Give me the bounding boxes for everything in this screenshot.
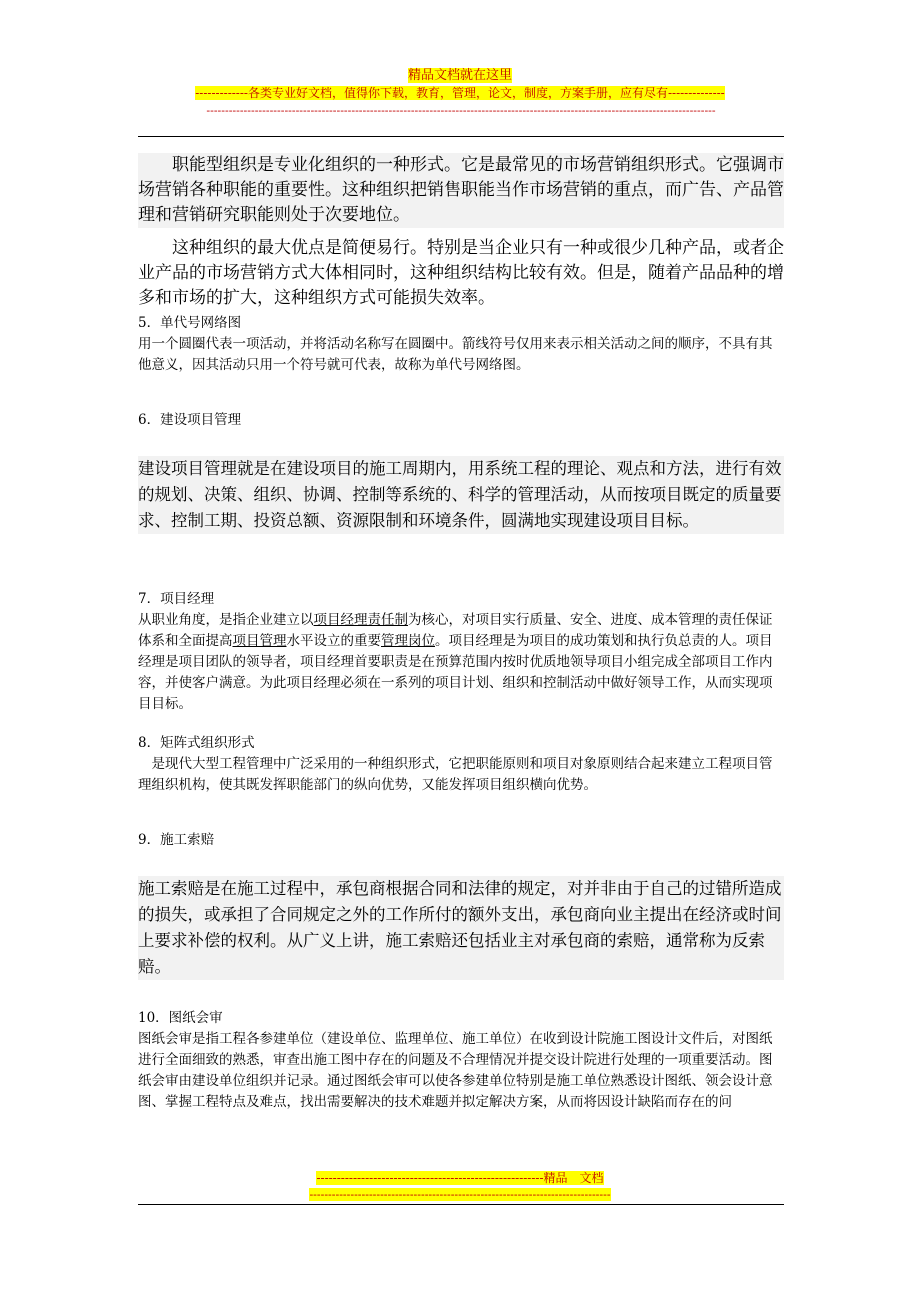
section-5-body: 用一个圆圈代表一项活动，并将活动名称写在圆圈中。箭线符号仅用来表示相关活动之间的顺序，不具有其他意义，因其活动只用一个符号就可代表，故称为单代号网络图。 bbox=[138, 336, 773, 373]
intro-paragraph-2: 这种组织的最大优点是简便易行。特别是当企业只有一种或很少几种产品，或者企业产品的市场营销方式大体相同时，这种组织结构比较有效。但是，随着产品品种的增多和市场的扩大，这种组织方式可能损失效率。 bbox=[138, 238, 784, 308]
footer-rule bbox=[138, 1204, 784, 1205]
section-5-heading: 5．单代号网络图 bbox=[138, 315, 242, 331]
section-8-body: 是现代大型工程管理中广泛采用的一种组织形式，它把职能原则和项目对象原则结合起来建立工程项目管理组织机构，使其既发挥职能部门的纵向优势，又能发挥项目组织横向优势。 bbox=[138, 756, 773, 793]
section-6-heading: 6．建设项目管理 bbox=[138, 412, 242, 428]
section-9 bbox=[138, 830, 784, 851]
header-tagline: -------------各类专业好文档，值得你下载，教育，管理，论文，制度，方案手册，应有尽有-------------- bbox=[195, 86, 725, 100]
header-rule bbox=[138, 136, 784, 137]
section-10-heading: 10．图纸会审 bbox=[138, 1010, 223, 1026]
intro-block bbox=[138, 153, 784, 228]
section-7 bbox=[138, 589, 784, 715]
pm-responsibility-link[interactable]: 项目经理责任制 bbox=[313, 612, 408, 628]
management-position-link[interactable]: 管理岗位 bbox=[381, 633, 435, 649]
intro-paragraph-1: 职能型组织是专业化组织的一种形式。它是最常见的市场营销组织形式。它强调市场营销各种职能的重要性。这种组织把销售职能当作市场营销的重点，而广告、产品管理和营销研究职能则处于次要地位。 bbox=[138, 155, 784, 225]
section-8 bbox=[138, 733, 784, 796]
section-9-body: 施工索赔是在施工过程中，承包商根据合同和法律的规定，对并非由于自己的过错所造成的损失，或承担了合同规定之外的工作所付的额外支出，承包商向业主提出在经济或时间上要求补偿的权利。从广义上讲，施工索赔还包括业主对承包商的索赔，通常称为反索赔。 bbox=[138, 879, 782, 976]
intro-block-2 bbox=[138, 236, 784, 311]
project-management-link[interactable]: 项目管理 bbox=[232, 633, 287, 649]
section-10 bbox=[138, 1008, 784, 1113]
footer-tag: --------------------------------------------------------精品 文档 bbox=[316, 1171, 604, 1185]
section-6-shaded bbox=[138, 456, 784, 534]
section-8-heading: 8．矩阵式组织形式 bbox=[138, 735, 255, 751]
section-6-body: 建设项目管理就是在建设项目的施工周期内，用系统工程的理论、观点和方法，进行有效的规划、决策、组织、协调、控制等系统的、科学的管理活动，从而按项目既定的质量要求、控制工期、投资总额、资源限制和环境条件，圆满地实现建设项目目标。 bbox=[138, 459, 782, 530]
section-6 bbox=[138, 410, 784, 431]
marketing-org-link[interactable]: 市场营销组织形式 bbox=[563, 155, 699, 175]
header-title: 精品文档就在这里 bbox=[407, 68, 512, 83]
section-5 bbox=[138, 313, 784, 376]
section-10-body: 图纸会审是指工程各参建单位（建设单位、监理单位、施工单位）在收到设计院施工图设计文件后，对图纸进行全面细致的熟悉，审查出施工图中存在的问题及不合理情况并提交设计院进行处理的一项重要活动。图纸会审由建设单位组织并记录。通过图纸会审可以使各参建单位特别是施工单位熟悉设计图纸、领会设计意图、掌握工程特点及难点，找出需要解决的技术难题并拟定解决方案，从而将因设计缺陷而存在的问 bbox=[138, 1031, 773, 1110]
header-dash-line: ----------------------------------------------------------------------------------------------------------------------------------------- bbox=[206, 104, 716, 117]
section-9-heading: 9．施工索赔 bbox=[138, 832, 215, 848]
section-7-body: 从职业角度，是指企业建立以项目经理责任制为核心，对项目实行质量、安全、进度、成本管理的责任保证体系和全面提高项目管理水平设立的重要管理岗位。项目经理是为项目的成功策划和执行负总责的人。项目经理是项目团队的领导者，项目经理首要职责是在预算范围内按时优质地领导项目小组完成全部项目工作内容，并使客户满意。为此项目经理必须在一系列的项目计划、组织和控制活动中做好领导工作，从而实现项目目标。 bbox=[138, 612, 773, 712]
footer-dash-line: --------------------------------------------------------------------------------- bbox=[309, 1188, 611, 1201]
section-9-shaded bbox=[138, 876, 784, 980]
section-7-heading: 7．项目经理 bbox=[138, 591, 215, 607]
